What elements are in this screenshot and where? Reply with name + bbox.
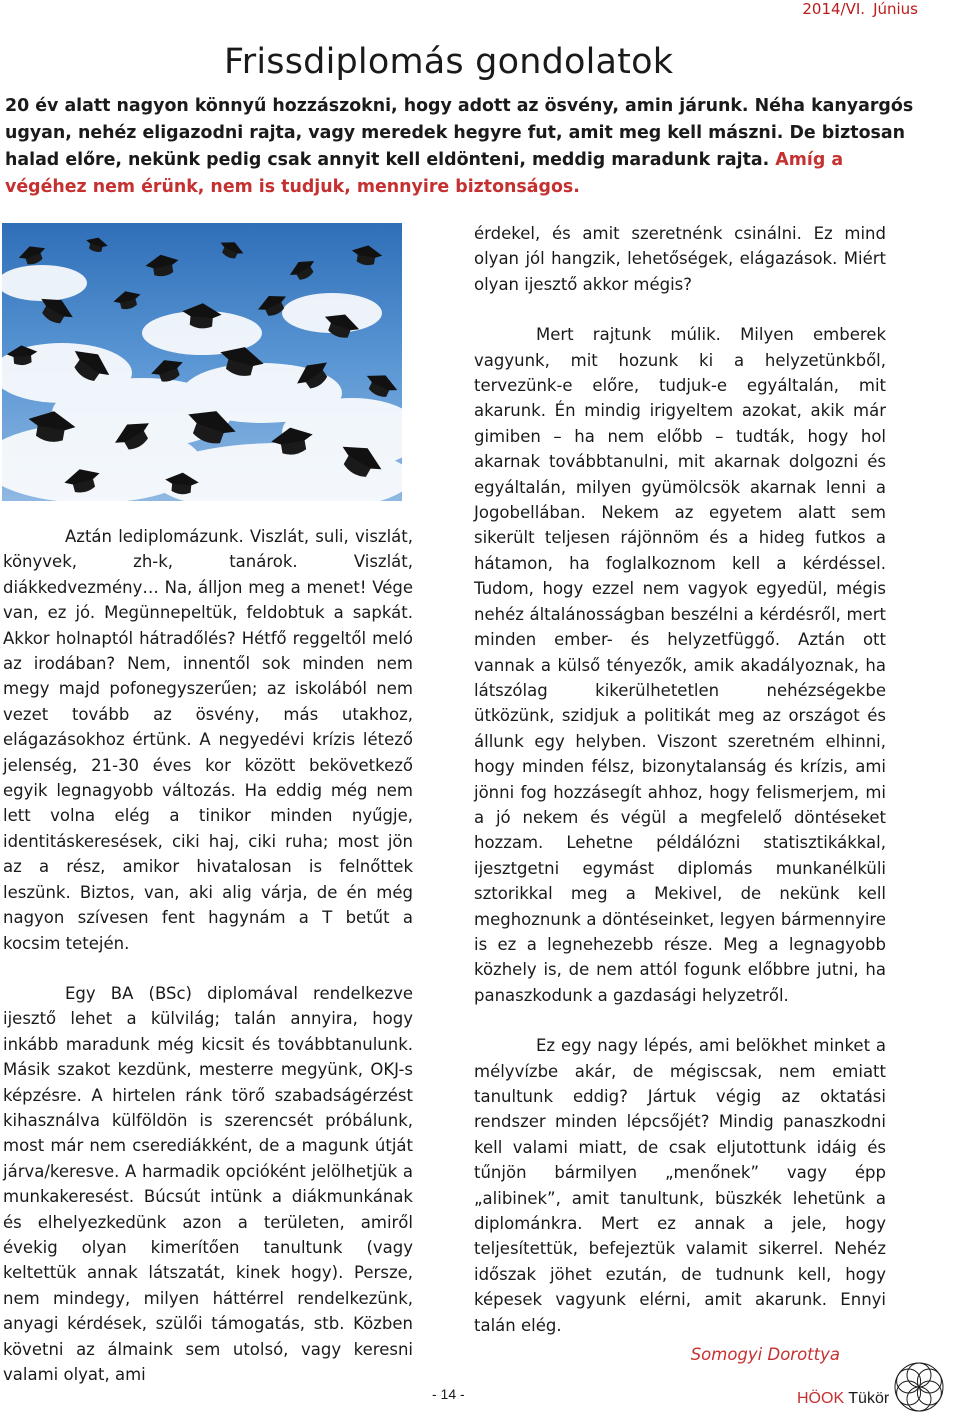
- magazine-prefix: HÖOK: [797, 1390, 845, 1407]
- graduation-caps-photo: [2, 223, 402, 501]
- right-column: [474, 221, 886, 1367]
- article-title: Frissdiplomás gondolatok: [224, 42, 674, 82]
- article-lead: [5, 93, 925, 201]
- magazine-title: Tükör: [848, 1390, 890, 1407]
- magazine-name: [797, 1390, 889, 1408]
- right-paragraph-2: Ez egy nagy lépés, ami belökhet minket a mélyvízbe akár, de mégiscsak, nem emiatt tanultunk eddig? Jártuk végig az oktatási rendszer minden lépcsőjét? Mindig panaszkodni kell valami miatt, de csak eljutottunk idáig és tűnjön bármilyen „menőnek” vagy épp „alibinek”, amit tanultunk, büszkék lehetünk a diplománkra. Mert ez annak a jele, hogy teljesítettük, befejeztük valamit sikerrel. Nehéz időszak jöhet ezután, de tudnunk kell, hogy képesek vagyunk elérni, amit akarunk. Ennyi talán elég.: [474, 1036, 886, 1335]
- lead-highlight: Amíg a végéhez nem érünk, nem is tudjuk, mennyire biztonságos.: [5, 150, 844, 197]
- left-column: [3, 524, 413, 1387]
- lead-text: 20 év alatt nagyon könnyű hozzászokni, hogy adott az ösvény, amin járunk. Néha kanyargós ugyan, nehéz eligazodni rajta, vagy meredek hegyre fut, amit meg kell mászni. De biztosan halad előre, nekünk pedig csak annyit kell eldönteni, meddig maradunk rajta.: [5, 96, 914, 170]
- author-name: Somogyi Dorottya: [690, 1345, 840, 1365]
- left-paragraph-2: Egy BA (BSc) diplomával rendelkezve ijesztő lehet a külvilág; talán annyira, hogy inkább maradunk még kicsit és továbbtanulunk. Másik szakot kezdünk, mesterre megyünk, OKJ-s képzésre. A hirtelen ránk törő szabadságérzést kihasználva külföldön is szerencsét próbálunk, most már nem cserediákként, de a magunk útját járva/keresve. A harmadik opcióként jelölhetjük a munkakeresést. Búcsút intünk a diákmunkának és elhelyezkedünk azon a területen, amiről évekig olyan kimerítően tanultunk (vagy keltettük annak látszatát, kinek hogy). Persze, nem mindegy, milyen háttérrel rendelkezünk, anyagi kérdések, szülői támogatás, stb. Közben követni az álmaink sem utolsó, vagy keresni valami olyat, ami: [3, 983, 413, 1384]
- issue-date: [802, 0, 918, 18]
- right-paragraph-1: Mert rajtunk múlik. Milyen emberek vagyunk, mit hozunk ki a helyzetünkből, tervezünk-e előre, tudjuk-e egyáltalán, mit akarunk. Én mindig irigyeltem azokat, akik már gimiben – ha nem előbb – tudták, hogy hol akarnak továbbtanulni, mit akarnak dolgozni és egyáltalán, milyen gyümölcsök akarnak lenni a Jogobellában. Nekem az egyetem alatt sem sikerült teljesen rájönnöm és a hideg futkos a hátamon, ha foglalkoznom kell a kérdéssel. Tudom, hogy ezzel nem vagyok egyedül, mégis nehéz általánosságban beszélni a kérdésről, mert minden ember- és helyzetfüggő. Aztán ott vannak a külső tényezők, amik akadályoznak, ha látszólag kikerülhetetlen nehézségekbe ütközünk, szidjuk a politikát meg az országot és állunk egy helyben. Viszont szeretném elhinni, hogy minden félsz, bizonytalanság és krízis, ami jönni fog hozzásegít ahhoz, hogy felismerjem, mi a jó nekem és végül a megfelelő döntéseket hozzam. Lehetne példálózni statisztikákkal, ijesztgetni egymást diplomás munkanélküli sztorikkal meg a Mekivel, de nekünk kell meghoznunk a döntéseinket, legyen bármennyire is ez a legnehezebb része. Meg a legnagyobb közhely is, de nem attól fogunk előbbre jutni, ha panaszkodunk a gazdasági helyzetről.: [474, 325, 886, 1005]
- issue-number: 2014/VI.: [802, 0, 866, 18]
- page-number: - 14 -: [432, 1386, 465, 1402]
- left-paragraph-1: Aztán lediplomázunk. Viszlát, suli, viszlát, könyvek, zh-k, tanárok. Viszlát, diákkedvezmény… Na, álljon meg a menet! Vége van, ez jó. Megünnepeltük, feldobtuk a sapkát. Akkor holnaptól hátradőlés? Hétfő reggeltől meló az irodában? Nem, innentől sok minden nem megy majd pofonegyszerűen; az iskolából nem vezet tovább az ösvény, más utakhoz, elágazásokhoz értünk. A negyedévi krízis létező jelenség, 21-30 éves kor között bekövetkező egyik legnagyobb változás. Ha eddig még nem lett volna elég a tinikor minden nyűgje, identitáskeresések, ciki haj, ciki ruha; most jön az a rész, amikor hivatalosan is felnőttek leszünk. Biztos, van, aki alig várja, de én még nagyon szívesen fent hagynám a T betűt a kocsim tetején.: [3, 527, 413, 953]
- issue-month: Június: [873, 0, 918, 18]
- right-paragraph-continued: érdekel, és amit szeretnénk csinálni. Ez mind olyan jól hangzik, lehetőségek, elágazások. Miért olyan ijesztő akkor mégis?: [474, 224, 886, 294]
- magazine-emblem-icon: [893, 1361, 945, 1413]
